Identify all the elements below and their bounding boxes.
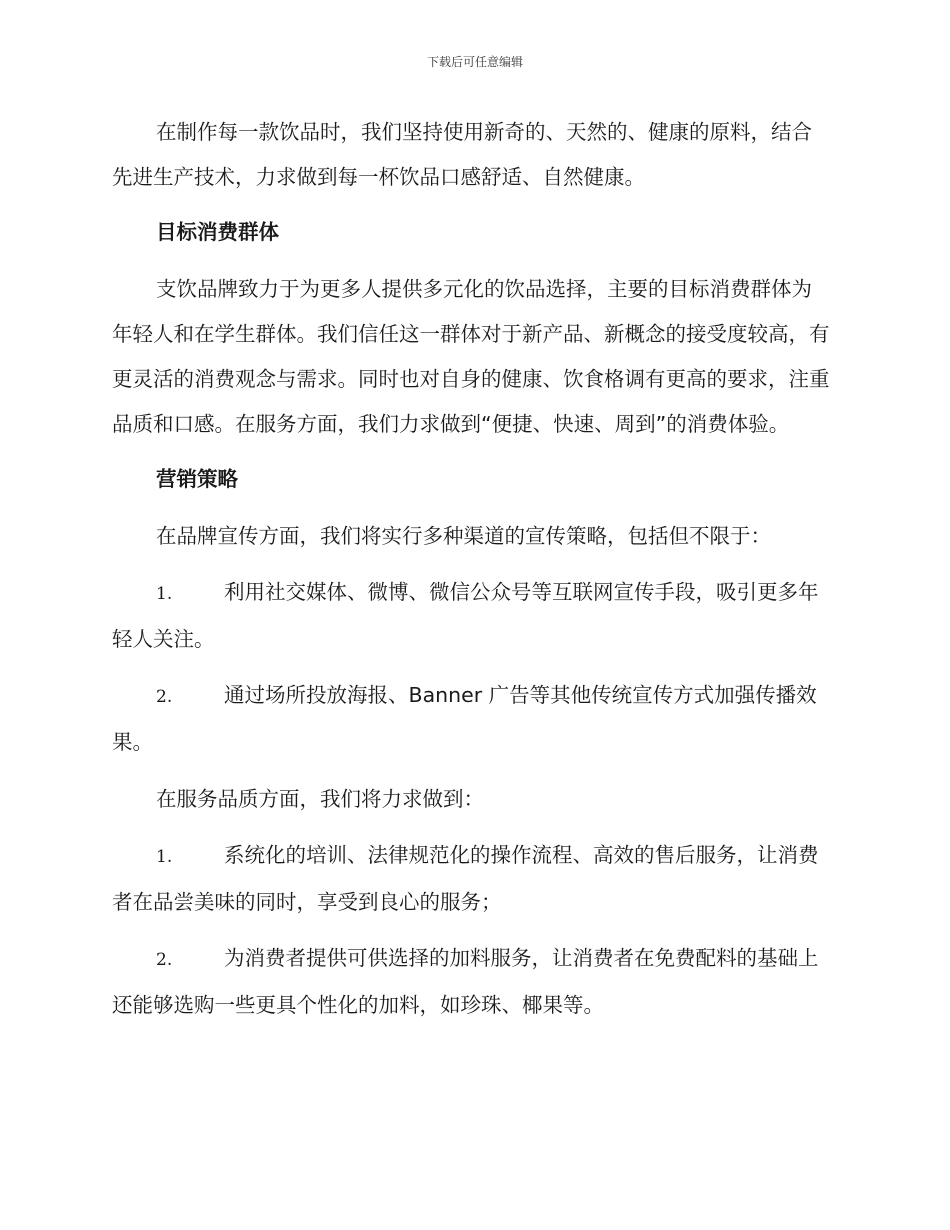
list-item <box>112 833 832 925</box>
document-body <box>112 110 832 1028</box>
list-number: 2. <box>156 950 173 970</box>
list-number: 1. <box>156 584 173 604</box>
section-heading-marketing: 营销策略 <box>156 467 238 491</box>
list-item <box>112 570 832 662</box>
target-paragraph: 支饮品牌致力于为更多人提供多元化的饮品选择，主要的目标消费群体为年轻人和在学生群体。我们信任这一群体对于新产品、新概念的接受度较高，有更灵活的消费观念与需求。同时也对自身的健康、饮食格调有更高的要求，注重品质和口感。在服务方面，我们力求做到“便捷、快速、周到”的消费体验。 <box>112 277 830 436</box>
list-item <box>112 936 832 1028</box>
list-number: 1. <box>156 847 173 867</box>
intro-paragraph: 在制作每一款饮品时，我们坚持使用新奇的、天然的、健康的原料，结合先进生产技术，力求做到每一杯饮品口感舒适、自然健康。 <box>112 120 812 189</box>
page-header: 下载后可任意编辑 <box>426 55 523 69</box>
list-item-text: 利用社交媒体、微博、微信公众号等互联网宣传手段，吸引更多年轻人关注。 <box>112 580 819 651</box>
list-number: 2. <box>156 687 173 707</box>
list-item-text: 通过场所投放海报、Banner 广告等其他传统宣传方式加强传播效果。 <box>112 683 817 754</box>
list-item-text: 系统化的培训、法律规范化的操作流程、高效的售后服务，让消费者在品尝美味的同时，享受到良心的服务； <box>112 843 819 914</box>
section-heading-target: 目标消费群体 <box>156 220 279 244</box>
service-intro-paragraph: 在服务品质方面，我们将力求做到： <box>156 787 484 811</box>
list-item <box>112 673 832 765</box>
promo-intro-paragraph: 在品牌宣传方面，我们将实行多种渠道的宣传策略，包括但不限于： <box>156 524 771 548</box>
list-item-text: 为消费者提供可供选择的加料服务，让消费者在免费配料的基础上还能够选购一些更具个性化的加料，如珍珠、椰果等。 <box>112 946 819 1017</box>
